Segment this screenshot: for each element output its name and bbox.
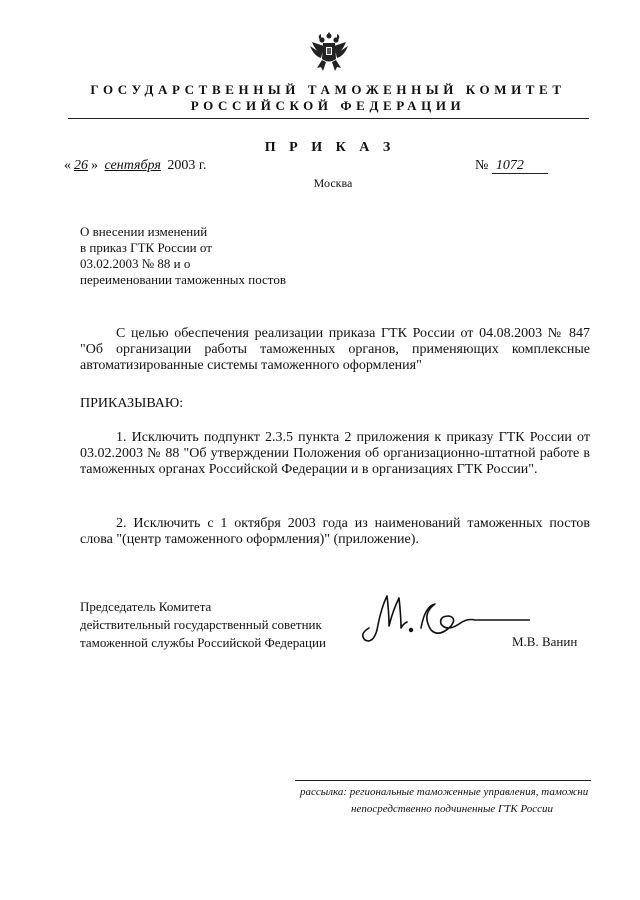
date-month: сентября xyxy=(104,158,161,173)
preamble-paragraph xyxy=(80,326,590,374)
order-item-2 xyxy=(80,516,590,548)
date-day: 26 xyxy=(74,158,88,173)
double-headed-eagle-icon xyxy=(308,28,350,74)
header-divider xyxy=(68,118,589,119)
date-close-quote: » xyxy=(91,158,98,173)
item-1-text: 1. Исключить подпункт 2.3.5 пункта 2 приложения к приказу ГТК России от 03.02.2003 № 88 "Об утверждении Положения об организационно-штатной работе в таможенных органах Российской Федерации и в организациях ГТК России". xyxy=(80,430,590,477)
subject-line: 03.02.2003 № 88 и о xyxy=(80,256,191,271)
signer-title-line: действительный государственный советник xyxy=(80,617,322,632)
org-name-line2: РОССИЙСКОЙ ФЕДЕРАЦИИ xyxy=(190,98,466,113)
subject-line: в приказ ГТК России от xyxy=(80,240,212,255)
preamble-text: С целью обеспечения реализации приказа ГТК России от 04.08.2003 № 847 "Об организации работы таможенных органов, применяющих комплексные автоматизированные системы таможенного оформления" xyxy=(80,326,590,373)
handwritten-signature-icon xyxy=(355,588,530,650)
date-year: 2003 г. xyxy=(167,158,207,173)
subject-line: переименовании таможенных постов xyxy=(80,272,286,287)
distribution-line: непосредственно подчиненные ГТК России xyxy=(351,803,554,815)
document-type-title: П Р И К А З xyxy=(264,140,396,155)
order-number xyxy=(475,158,548,174)
signer-title-line: Председатель Комитета xyxy=(80,599,212,614)
subject-line: О внесении изменений xyxy=(80,224,208,239)
order-subject xyxy=(80,224,340,288)
number-label: № xyxy=(475,158,489,173)
city: Москва xyxy=(313,176,353,190)
order-word: ПРИКАЗЫВАЮ: xyxy=(80,396,184,411)
signer-title-line: таможенной службы Российской Федерации xyxy=(80,635,326,650)
number-value: 1072 xyxy=(492,159,548,174)
distribution-line: рассылка: региональные таможенные управления, таможни xyxy=(300,786,589,798)
signer-name: М.В. Ванин xyxy=(512,634,578,649)
order-date xyxy=(64,158,207,174)
date-open-quote: « xyxy=(64,158,71,173)
order-item-1 xyxy=(80,430,590,478)
distribution-list xyxy=(300,784,592,818)
org-name-line1: ГОСУДАРСТВЕННЫЙ ТАМОЖЕННЫЙ КОМИТЕТ xyxy=(90,82,566,97)
distribution-divider xyxy=(295,780,591,781)
signer-title xyxy=(80,598,326,652)
item-2-text: 2. Исключить с 1 октября 2003 года из наименований таможенных постов слова "(центр таможенного оформления)" (приложение). xyxy=(80,516,590,547)
